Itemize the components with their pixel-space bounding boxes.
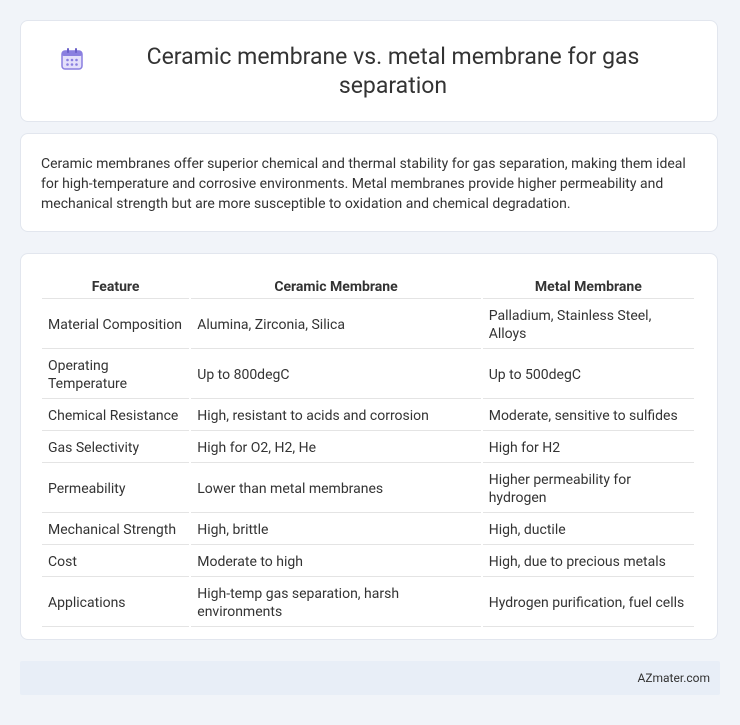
table-row	[42, 547, 694, 577]
source-credit: AZmater.com	[637, 671, 710, 685]
metal-cell: Hydrogen purification, fuel cells	[483, 579, 694, 627]
feature-cell: Cost	[42, 547, 189, 577]
ceramic-cell: High, brittle	[191, 515, 480, 545]
feature-cell: Chemical Resistance	[42, 401, 189, 431]
metal-cell: High, due to precious metals	[483, 547, 694, 577]
calendar-icon	[59, 46, 85, 72]
ceramic-cell: Moderate to high	[191, 547, 480, 577]
table-row	[42, 579, 694, 627]
metal-cell: Palladium, Stainless Steel, Alloys	[483, 301, 694, 349]
feature-cell: Applications	[42, 579, 189, 627]
feature-cell: Mechanical Strength	[42, 515, 189, 545]
ceramic-cell: Up to 800degC	[191, 351, 480, 399]
feature-cell: Operating Temperature	[42, 351, 189, 399]
page-title: Ceramic membrane vs. metal membrane for gas separation	[146, 43, 640, 99]
ceramic-cell: High, resistant to acids and corrosion	[191, 401, 480, 431]
table-row	[42, 515, 694, 545]
metal-cell: Up to 500degC	[483, 351, 694, 399]
metal-cell: Moderate, sensitive to sulfides	[483, 401, 694, 431]
table-row	[42, 301, 694, 349]
title-wrap	[59, 42, 679, 100]
summary-text: Ceramic membranes offer superior chemical and thermal stability for gas separation, making them ideal for high-temperature and corrosive environments. Metal membranes provide higher permeability and mechanical strength but are more susceptible to oxidation and chemical degradation.	[41, 156, 686, 212]
comparison-table-card	[20, 253, 718, 640]
feature-cell: Permeability	[42, 465, 189, 513]
feature-cell: Gas Selectivity	[42, 433, 189, 463]
table-row	[42, 351, 694, 399]
metal-cell: High, ductile	[483, 515, 694, 545]
table-row	[42, 401, 694, 431]
header-feature: Feature	[42, 274, 189, 299]
metal-cell: Higher permeability for hydrogen	[483, 465, 694, 513]
comparison-table	[40, 272, 696, 629]
ceramic-cell: Lower than metal membranes	[191, 465, 480, 513]
footer-bar	[20, 661, 720, 695]
ceramic-cell: High for O2, H2, He	[191, 433, 480, 463]
title-card	[20, 20, 718, 122]
table-row	[42, 465, 694, 513]
ceramic-cell: Alumina, Zirconia, Silica	[191, 301, 480, 349]
ceramic-cell: High-temp gas separation, harsh environments	[191, 579, 480, 627]
header-ceramic: Ceramic Membrane	[191, 274, 480, 299]
summary-card	[20, 133, 718, 232]
table-header-row	[42, 274, 694, 299]
table-row	[42, 433, 694, 463]
feature-cell: Material Composition	[42, 301, 189, 349]
header-metal: Metal Membrane	[483, 274, 694, 299]
metal-cell: High for H2	[483, 433, 694, 463]
